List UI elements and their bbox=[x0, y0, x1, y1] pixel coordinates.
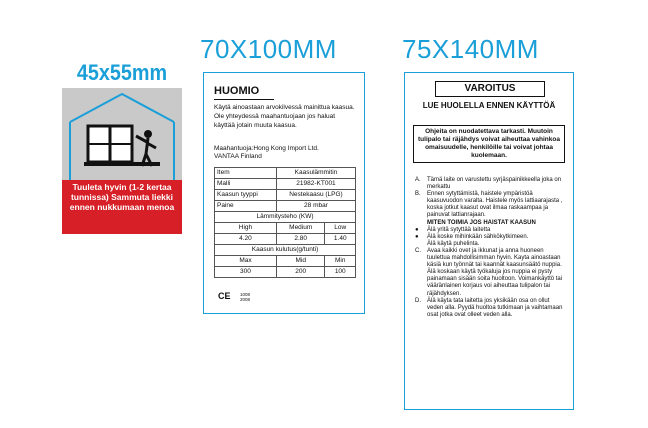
list-text: Ennen sytyttämistä, haistele ympäristöä kaasuvuodon varalta. Haistele myös lattiaarajasta , koska jotkut kaasut ovat ilmaa raskaampaa ja painuvat lattianrajaan. bbox=[427, 191, 563, 219]
table-cell: Kaasun tyyppi bbox=[215, 190, 277, 201]
list-item bbox=[415, 220, 565, 227]
list-text: Älä yritä sytyttää laitetta bbox=[427, 226, 491, 233]
table-row bbox=[215, 267, 356, 278]
importer-line: VANTAA Finland bbox=[214, 153, 262, 160]
label-size-70x100: 70X100MM bbox=[200, 34, 337, 64]
table-cell: 100 bbox=[325, 267, 356, 278]
house-window-person-icon bbox=[62, 88, 182, 180]
code-line: 1008 bbox=[240, 292, 251, 297]
table-cell: 28 mbar bbox=[276, 201, 355, 212]
table-cell: 200 bbox=[276, 267, 325, 278]
table-cell: 300 bbox=[215, 267, 277, 278]
warning-heading: VAROITUS bbox=[435, 81, 545, 97]
table-cell: 21982-KT001 bbox=[276, 179, 355, 190]
list-item bbox=[415, 234, 565, 241]
table-row bbox=[215, 168, 356, 179]
list-text: Tämä laite on varustettu syrjäspainikkeella joka on merkattu bbox=[427, 177, 562, 191]
list-marker: D. bbox=[415, 297, 421, 304]
list-item bbox=[415, 191, 565, 219]
list-item bbox=[415, 177, 565, 191]
list-item bbox=[415, 298, 565, 319]
list-item bbox=[415, 248, 565, 298]
list-marker: C. bbox=[415, 247, 421, 254]
table-row bbox=[215, 179, 356, 190]
spec-table bbox=[214, 167, 356, 278]
table-cell: Medium bbox=[276, 223, 325, 234]
heading-underline bbox=[214, 99, 274, 100]
table-row bbox=[215, 256, 356, 267]
table-cell: High bbox=[215, 223, 277, 234]
label-size-45x55: 45x55mm bbox=[76, 60, 168, 85]
warning-label bbox=[404, 72, 574, 410]
importer-line: Maahantuoja:Hong Kong Import Ltd. bbox=[214, 145, 319, 152]
list-marker bbox=[415, 241, 427, 248]
table-cell: 4.20 bbox=[215, 234, 277, 245]
table-cell: Low bbox=[325, 223, 356, 234]
label-size-75x140: 75X140MM bbox=[402, 34, 539, 64]
list-marker: B. bbox=[415, 191, 421, 198]
list-marker: ● bbox=[415, 226, 419, 233]
table-row bbox=[215, 234, 356, 245]
code-line: 2008 bbox=[240, 297, 251, 302]
list-marker: A. bbox=[415, 177, 421, 183]
warning-box: Ohjeita on nuodatettava tarkasti. Muutoin tulipalo tai räjähdys voivat aiheuttaa vahinkoa omaisuudelle, henkilöille tai voivat johtaa kuolemaan. bbox=[413, 125, 565, 163]
table-cell: Nestekaasu (LPG) bbox=[276, 190, 355, 201]
list-item bbox=[415, 241, 565, 248]
list-text: Älä käytä puhelinta. bbox=[427, 240, 480, 247]
list-text: Avaa kaikki ovet ja ikkunat ja anna huoneen tuulettua mahdollisimman hyvin. Kayta ainoastaan käsiä kun työnnät tai kaannät kaasunsäätö nuppia. Älä koskaan käytä työkaluja jos nuppia ei pysty painamaan sisään soita huoltoon. Voimankäyttö tai vääränlainen korjaus voi aiheuttaa tulipalon tai räjähdyksen. bbox=[427, 247, 563, 297]
table-cell: 2.80 bbox=[276, 234, 325, 245]
table-cell: Max bbox=[215, 256, 277, 267]
table-cell: Paine bbox=[215, 201, 277, 212]
table-cell: Min bbox=[325, 256, 356, 267]
importer-info bbox=[214, 145, 356, 161]
table-row bbox=[215, 212, 356, 223]
notice-label bbox=[203, 72, 365, 314]
warning-subheading: LUE HUOLELLA ENNEN KÄYTTÖÄ bbox=[422, 101, 556, 110]
list-text: Älä koske mihinkään sähkökytkimeen. bbox=[427, 233, 529, 240]
table-cell: Mid bbox=[276, 256, 325, 267]
warning-list bbox=[415, 177, 565, 319]
table-cell: Item bbox=[215, 168, 277, 179]
table-row bbox=[215, 245, 356, 256]
list-marker: ● bbox=[415, 233, 419, 240]
ce-mark: CE bbox=[218, 291, 231, 301]
list-marker bbox=[415, 220, 427, 227]
table-row bbox=[215, 201, 356, 212]
table-row bbox=[215, 190, 356, 201]
gas-consumption-title: Kaasun kulutus(g/tunti) bbox=[215, 245, 356, 256]
notice-text: Käytä ainoastaan arvokilvessä mainittua kaasua. Ole yhteydessä maahantuojaan jos haluat käyttää jotain muuta kaasua. bbox=[214, 104, 355, 129]
table-row bbox=[215, 223, 356, 234]
list-text: Älä käyta tata laitetta jos yksikään osa on ollut veden alla. Pyydä huoltoa tutkimaan ja vaihtamaan osat jotka ovat olleet veden alla. bbox=[427, 297, 563, 318]
list-item bbox=[415, 227, 565, 234]
ventilation-message: Tuuleta hyvin (1-2 kertaa tunnissa) Sammuta liekki ennen nukkumaan menoa bbox=[69, 182, 175, 212]
certification-code bbox=[240, 292, 250, 302]
list-text: MITEN TOIMIA JOS HAISTAT KAASUN bbox=[427, 219, 536, 226]
heat-output-title: Lämmitysteho (KW) bbox=[215, 212, 356, 223]
table-cell: 1.40 bbox=[325, 234, 356, 245]
table-cell: Malli bbox=[215, 179, 277, 190]
table-cell: Kaasulämmitin bbox=[276, 168, 355, 179]
notice-heading: HUOMIO bbox=[214, 85, 260, 97]
